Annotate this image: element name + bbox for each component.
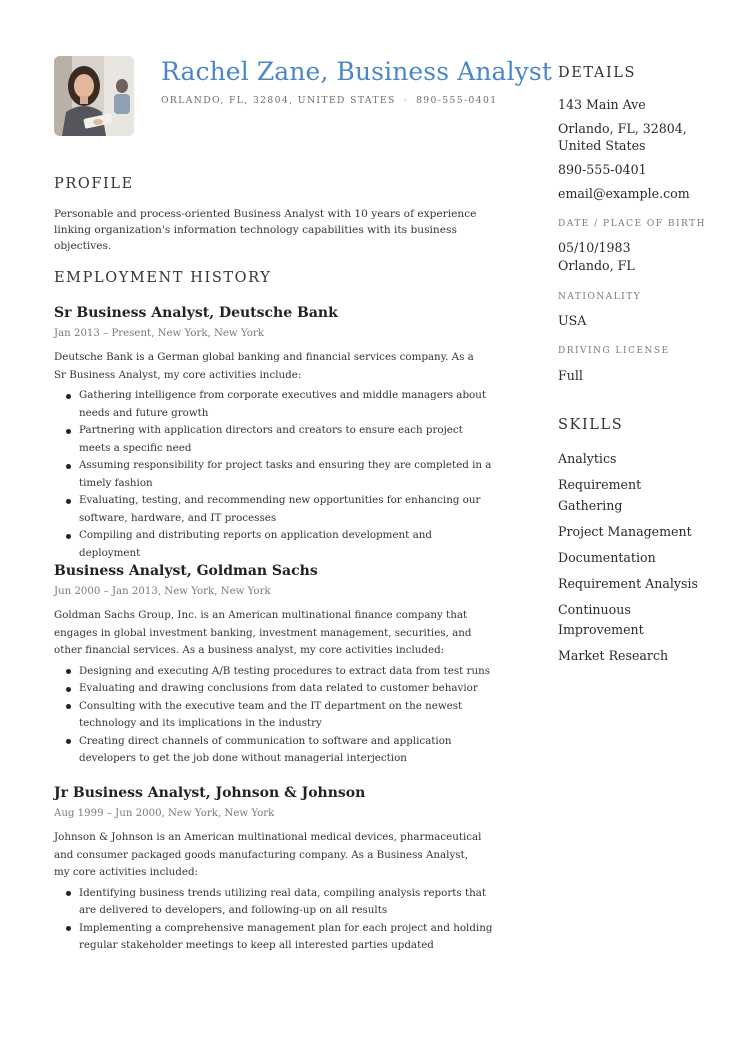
bullet-icon xyxy=(66,704,71,709)
birth-place: Orlando, FL xyxy=(558,258,635,273)
bullet-icon xyxy=(66,464,71,469)
details-heading: DETAILS xyxy=(558,65,637,81)
job-bullet-list xyxy=(54,885,494,955)
skill-item: Project Management xyxy=(558,523,692,539)
license-label: DRIVING LICENSE xyxy=(558,346,670,356)
contact-line xyxy=(161,95,498,106)
job-bullet: Compiling and distributing reports on application development and deployment xyxy=(54,527,494,562)
details-phone: 890-555-0401 xyxy=(558,162,647,177)
bullet-icon xyxy=(66,534,71,539)
job-bullet-list xyxy=(54,387,494,562)
details-email: email@example.com xyxy=(558,186,690,201)
job-dates: Jun 2000 – Jan 2013, New York, New York xyxy=(54,586,271,597)
bullet-icon xyxy=(66,926,71,931)
nationality-label: NATIONALITY xyxy=(558,292,642,302)
candidate-name: Rachel Zane, Business Analyst xyxy=(161,57,552,86)
job-description: Johnson & Johnson is an American multinational medical devices, pharmaceutical and consumer packaged goods manufacturing company. As a Business Analyst, my core activities included: xyxy=(54,831,482,878)
skills-list xyxy=(558,449,708,672)
skill-item: Requirement Analysis xyxy=(558,575,698,591)
job-entry xyxy=(54,562,494,768)
skill-item: Requirement Gathering xyxy=(558,477,642,513)
profile-text: Personable and process-oriented Business Analyst with 10 years of experience linking organization's information technology capabilities with its business objectives. xyxy=(54,208,477,252)
contact-separator: · xyxy=(403,95,409,106)
contact-phone: 890-555-0401 xyxy=(416,95,498,106)
bullet-icon xyxy=(66,739,71,744)
job-bullet: Implementing a comprehensive management plan for each project and holding regular stakeholder meetings to keep all interested parties updated xyxy=(54,920,494,955)
job-bullet: Designing and executing A/B testing procedures to extract data from test runs xyxy=(54,663,494,681)
skills-heading: SKILLS xyxy=(558,417,624,433)
skill-item: Analytics xyxy=(558,451,617,466)
bullet-icon xyxy=(66,499,71,504)
job-bullet: Consulting with the executive team and the IT department on the newest technology and its implications in the industry xyxy=(54,698,494,733)
job-title: Business Analyst, Goldman Sachs xyxy=(54,563,318,579)
job-bullet: Assuming responsibility for project tasks and ensuring they are completed in a timely fashion xyxy=(54,457,494,492)
job-description: Deutsche Bank is a German global banking and financial services company. As a Sr Business Analyst, my core activities include: xyxy=(54,351,474,381)
job-title: Jr Business Analyst, Johnson & Johnson xyxy=(54,785,366,801)
portrait-image xyxy=(54,56,134,136)
address-line-2: Orlando, FL, 32804, xyxy=(558,121,687,136)
skill-item: Documentation xyxy=(558,549,656,565)
license-value: Full xyxy=(558,368,583,383)
job-bullet: Evaluating, testing, and recommending new opportunities for enhancing our software, hardware, and IT processes xyxy=(54,492,494,527)
job-bullet: Creating direct channels of communication to software and application developers to get the job done without managerial interjection xyxy=(54,733,494,768)
skill-item: Continuous Improvement xyxy=(558,601,644,637)
job-entry xyxy=(54,304,494,562)
profile-photo xyxy=(54,56,134,136)
job-entry xyxy=(54,784,494,955)
job-dates: Jan 2013 – Present, New York, New York xyxy=(54,328,264,339)
employment-heading: EMPLOYMENT HISTORY xyxy=(54,270,272,286)
skill-item: Market Research xyxy=(558,648,669,663)
contact-location: ORLANDO, FL, 32804, UNITED STATES xyxy=(161,95,396,106)
job-description: Goldman Sachs Group, Inc. is an American multinational finance company that engages in global investment banking, investment management, securities, and other financial services. As a business analyst, my core activities included: xyxy=(54,609,472,656)
birth-date: 05/10/1983 xyxy=(558,240,631,255)
job-bullet-list xyxy=(54,663,494,768)
job-bullet: Gathering intelligence from corporate executives and middle managers about needs and future growth xyxy=(54,387,494,422)
address-line-3: United States xyxy=(558,138,646,153)
nationality-value: USA xyxy=(558,313,587,328)
bullet-icon xyxy=(66,394,71,399)
job-title: Sr Business Analyst, Deutsche Bank xyxy=(54,305,338,321)
bullet-icon xyxy=(66,891,71,896)
address-line-1: 143 Main Ave xyxy=(558,97,646,112)
birth-label: DATE / PLACE OF BIRTH xyxy=(558,219,707,229)
job-bullet: Partnering with application directors and creators to ensure each project meets a specific need xyxy=(54,422,494,457)
bullet-icon xyxy=(66,669,71,674)
job-dates: Aug 1999 – Jun 2000, New York, New York xyxy=(54,808,275,819)
job-bullet: Identifying business trends utilizing real data, compiling analysis reports that are delivered to developers, and following-up on all results xyxy=(54,885,494,920)
profile-heading: PROFILE xyxy=(54,176,134,192)
job-bullet: Evaluating and drawing conclusions from data related to customer behavior xyxy=(54,680,494,698)
bullet-icon xyxy=(66,687,71,692)
bullet-icon xyxy=(66,429,71,434)
